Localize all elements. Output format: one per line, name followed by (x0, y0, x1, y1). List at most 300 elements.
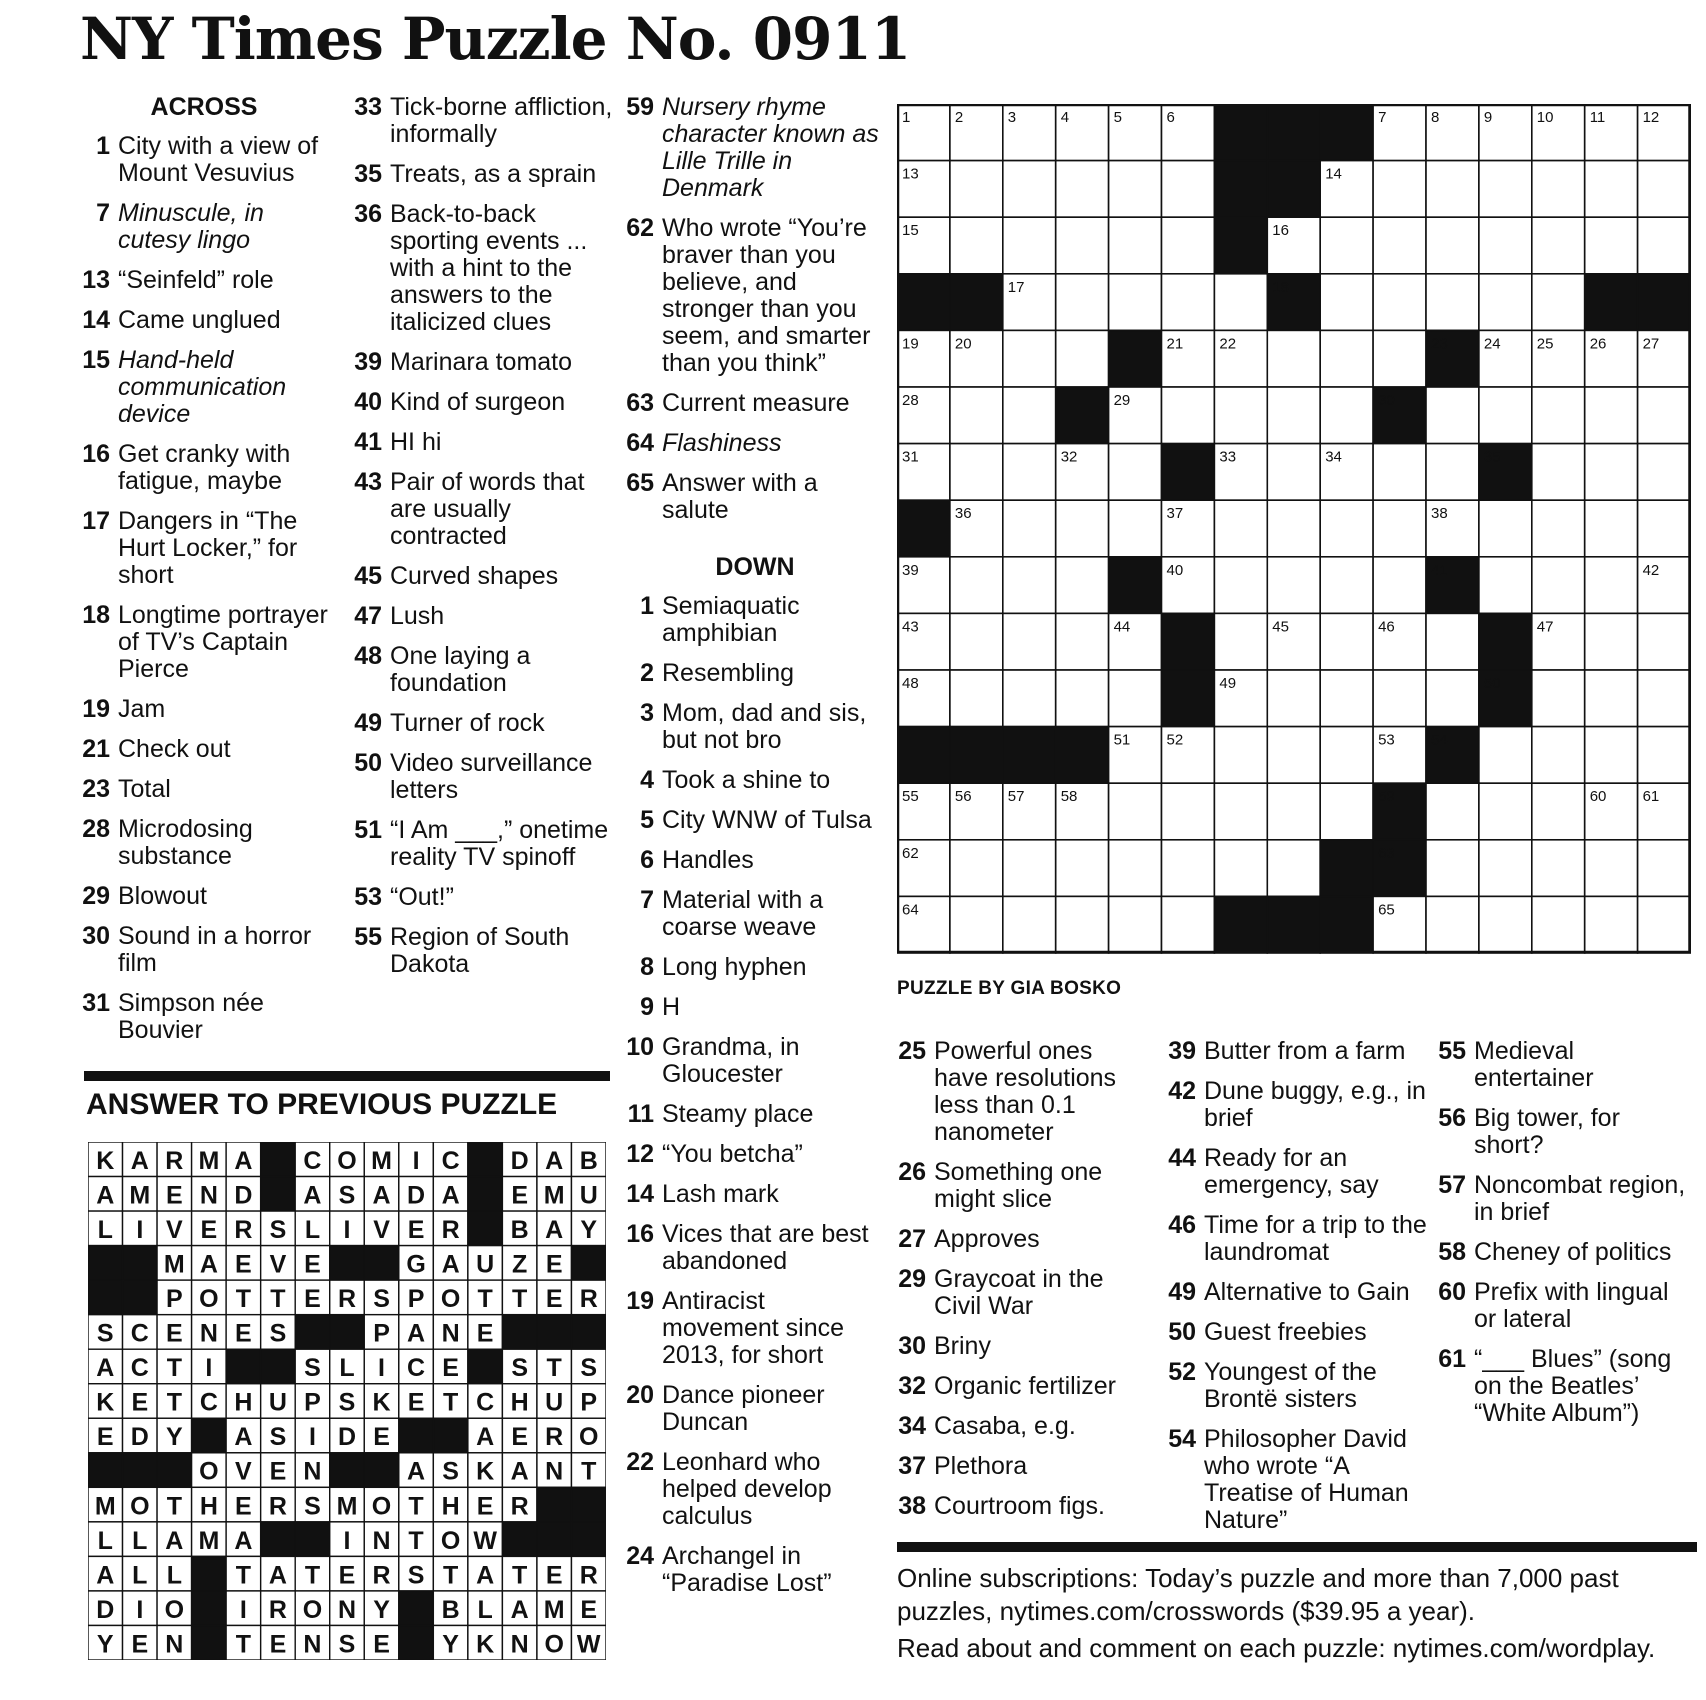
across-clue[interactable] (80, 441, 328, 495)
clue-text: Video surveillance letters (390, 749, 593, 804)
grid-cell[interactable] (1162, 783, 1215, 840)
across-clue[interactable] (352, 817, 614, 871)
across-clue[interactable] (352, 563, 614, 590)
grid-cell[interactable] (1056, 613, 1109, 670)
across-clue[interactable] (352, 643, 614, 697)
across-clue[interactable] (352, 94, 614, 148)
grid-cell[interactable] (1638, 896, 1691, 953)
black-square (226, 1349, 261, 1384)
grid-cell[interactable] (1426, 783, 1479, 840)
crossword-grid[interactable] (897, 104, 1691, 954)
cell-number: 23 (1431, 335, 1448, 353)
grid-cell[interactable] (1585, 387, 1638, 444)
grid-cell[interactable] (1585, 161, 1638, 218)
grid-cell[interactable] (1373, 500, 1426, 557)
down-clue[interactable] (1436, 1239, 1696, 1266)
answer-letter: I (308, 1423, 316, 1452)
down-clue[interactable] (896, 1038, 1152, 1146)
grid-cell[interactable] (1532, 387, 1585, 444)
grid-cell[interactable] (1267, 727, 1320, 784)
grid-cell[interactable] (1585, 896, 1638, 953)
clue-number: 64 (626, 429, 654, 457)
black-square (1320, 840, 1373, 897)
down-clue[interactable] (1166, 1319, 1428, 1346)
grid-cell[interactable] (1003, 840, 1056, 897)
clue-number: 8 (640, 953, 654, 981)
down-clue[interactable] (1436, 1038, 1696, 1092)
answer-letter: Y (373, 1595, 390, 1624)
grid-cell[interactable] (1373, 670, 1426, 727)
down-clue[interactable] (1166, 1078, 1428, 1132)
down-clue[interactable] (624, 767, 886, 794)
grid-cell[interactable] (1585, 727, 1638, 784)
answer-letter: I (205, 1354, 213, 1383)
grid-cell[interactable] (1532, 217, 1585, 274)
grid-cell[interactable] (1109, 500, 1162, 557)
grid-cell[interactable] (1003, 330, 1056, 387)
grid-cell[interactable] (1532, 274, 1585, 331)
answer-letter: E (338, 1561, 356, 1590)
across-clue[interactable] (80, 923, 328, 977)
answer-letter: R (337, 1285, 357, 1314)
grid-cell[interactable] (1426, 161, 1479, 218)
clue-text: Cheney of politics (1474, 1238, 1672, 1266)
down-clue[interactable] (1166, 1212, 1428, 1266)
clue-text: One laying a foundation (390, 642, 531, 697)
grid-cell[interactable] (1320, 274, 1373, 331)
grid-cell[interactable] (1214, 613, 1267, 670)
down-clue[interactable] (1436, 1279, 1696, 1333)
grid-cell[interactable] (1109, 274, 1162, 331)
grid-cell[interactable] (1056, 840, 1109, 897)
across-clue[interactable] (624, 430, 886, 457)
answer-letter: R (579, 1285, 598, 1314)
cell-number: 44 (1113, 618, 1131, 636)
grid-cell[interactable] (1426, 444, 1479, 501)
answer-letter: E (165, 1181, 183, 1210)
down-clue[interactable] (624, 1382, 886, 1436)
grid-cell[interactable] (1056, 557, 1109, 614)
clue-number: 41 (354, 428, 382, 456)
grid-cell[interactable] (1267, 330, 1320, 387)
grid-cell[interactable] (1003, 500, 1056, 557)
cell-number: 60 (1589, 788, 1607, 806)
black-square (88, 1453, 123, 1488)
down-clue[interactable] (896, 1493, 1152, 1520)
down-clue[interactable] (624, 954, 886, 981)
clue-number: 13 (82, 266, 110, 294)
answer-letter: T (235, 1561, 252, 1590)
down-clue[interactable] (624, 1181, 886, 1208)
down-clue[interactable] (624, 1449, 886, 1530)
answer-letter: U (579, 1181, 598, 1210)
grid-cell[interactable] (1056, 670, 1109, 727)
grid-cell[interactable] (1320, 670, 1373, 727)
grid-cell[interactable] (1109, 670, 1162, 727)
grid-cell[interactable] (1056, 500, 1109, 557)
down-clue[interactable] (624, 994, 886, 1021)
grid-cell[interactable] (1638, 444, 1691, 501)
answer-letter: S (442, 1457, 459, 1486)
grid-cell[interactable] (1426, 613, 1479, 670)
down-clue[interactable] (624, 700, 886, 754)
cell-number: 15 (902, 222, 919, 240)
across-clue[interactable] (80, 508, 328, 589)
grid-cell[interactable] (1585, 670, 1638, 727)
grid-cell[interactable] (1532, 670, 1585, 727)
grid-cell[interactable] (1162, 161, 1215, 218)
grid-cell[interactable] (1585, 444, 1638, 501)
answer-letter: W (576, 1630, 601, 1659)
grid-cell[interactable] (1267, 500, 1320, 557)
answer-letter: R (372, 1561, 391, 1590)
answer-letter: A (234, 1526, 253, 1555)
grid-cell[interactable] (1267, 387, 1320, 444)
answer-letter: V (269, 1250, 287, 1279)
grid-cell[interactable] (1214, 274, 1267, 331)
grid-cell[interactable] (1214, 783, 1267, 840)
grid-cell[interactable] (1056, 217, 1109, 274)
grid-cell[interactable] (1373, 217, 1426, 274)
across-clue[interactable] (80, 602, 328, 683)
down-clue[interactable] (1436, 1172, 1696, 1226)
grid-cell[interactable] (950, 387, 1003, 444)
grid-cell[interactable] (1532, 500, 1585, 557)
grid-cell[interactable] (1056, 896, 1109, 953)
grid-cell[interactable] (1638, 161, 1691, 218)
grid-cell[interactable] (1214, 840, 1267, 897)
grid-cell[interactable] (1003, 557, 1056, 614)
grid-cell[interactable] (1320, 387, 1373, 444)
answer-letter: T (166, 1492, 182, 1521)
black-square (157, 1453, 192, 1488)
answer-letter: D (234, 1181, 253, 1210)
grid-cell[interactable] (1056, 274, 1109, 331)
grid-cell[interactable] (1532, 161, 1585, 218)
grid-cell[interactable] (1003, 444, 1056, 501)
across-clue[interactable] (80, 696, 328, 723)
clue-text: Flashiness (662, 429, 782, 457)
answer-letter: O (544, 1630, 564, 1659)
grid-cell[interactable] (1320, 500, 1373, 557)
clue-number: 16 (82, 440, 110, 468)
black-square (364, 1246, 399, 1281)
clue-text: Get cranky with fatigue, maybe (118, 440, 291, 495)
down-clue[interactable] (624, 807, 886, 834)
grid-cell[interactable] (1267, 670, 1320, 727)
cell-number: 30 (1378, 392, 1395, 409)
grid-cell[interactable] (1267, 783, 1320, 840)
cell-number: 47 (1536, 618, 1554, 636)
grid-cell[interactable] (1638, 840, 1691, 897)
clue-number: 15 (82, 346, 110, 374)
across-clue[interactable] (80, 347, 328, 428)
grid-cell[interactable] (1109, 161, 1162, 218)
across-clue[interactable] (352, 924, 614, 978)
grid-cell[interactable] (1214, 387, 1267, 444)
answer-letter: A (165, 1526, 184, 1555)
grid-cell[interactable] (1479, 783, 1532, 840)
answer-letter: O (199, 1457, 219, 1486)
cell-number: 32 (1060, 448, 1078, 466)
grid-cell[interactable] (1426, 670, 1479, 727)
grid-cell[interactable] (1585, 557, 1638, 614)
clue-number: 51 (354, 816, 382, 844)
across-clue[interactable] (352, 710, 614, 737)
answer-letter: R (545, 1423, 564, 1452)
across-clue[interactable] (80, 990, 328, 1044)
across-clue[interactable] (624, 390, 886, 417)
grid-cell[interactable] (1532, 783, 1585, 840)
grid-cell[interactable] (1426, 274, 1479, 331)
grid-cell[interactable] (1162, 387, 1215, 444)
clue-text: Current measure (662, 389, 850, 417)
grid-cell[interactable] (1426, 840, 1479, 897)
across-clue[interactable] (80, 776, 328, 803)
grid-cell[interactable] (1003, 670, 1056, 727)
across-clue[interactable] (624, 215, 886, 377)
grid-cell[interactable] (1426, 217, 1479, 274)
grid-cell[interactable] (950, 670, 1003, 727)
grid-cell[interactable] (1638, 387, 1691, 444)
across-clue[interactable] (80, 883, 328, 910)
clue-number: 35 (354, 160, 382, 188)
grid-cell[interactable] (950, 161, 1003, 218)
grid-cell[interactable] (1479, 217, 1532, 274)
down-clue[interactable] (896, 1453, 1152, 1480)
grid-cell[interactable] (1267, 840, 1320, 897)
grid-cell[interactable] (1320, 783, 1373, 840)
grid-cell[interactable] (1320, 727, 1373, 784)
across-clue[interactable] (352, 201, 614, 336)
grid-cell[interactable] (1320, 557, 1373, 614)
grid-cell[interactable] (1373, 557, 1426, 614)
grid-cell[interactable] (1003, 161, 1056, 218)
across-clue[interactable] (624, 94, 886, 202)
down-clue[interactable] (1166, 1426, 1428, 1534)
grid-cell[interactable] (1003, 217, 1056, 274)
grid-cell[interactable] (1479, 557, 1532, 614)
grid-cell[interactable] (1479, 161, 1532, 218)
answer-letter: H (199, 1492, 218, 1521)
clue-text: Minuscule, in cutesy lingo (118, 199, 264, 254)
grid-cell[interactable] (1003, 896, 1056, 953)
down-clue[interactable] (624, 887, 886, 941)
grid-cell[interactable] (1320, 330, 1373, 387)
black-square (192, 1625, 227, 1660)
grid-cell[interactable] (1585, 613, 1638, 670)
down-clue[interactable] (896, 1373, 1152, 1400)
grid-cell[interactable] (1426, 896, 1479, 953)
grid-cell[interactable] (1056, 330, 1109, 387)
across-clue[interactable] (352, 750, 614, 804)
answer-letter: N (165, 1630, 184, 1659)
down-clue[interactable] (624, 1221, 886, 1275)
down-clue[interactable] (624, 1034, 886, 1088)
grid-cell[interactable] (1162, 217, 1215, 274)
grid-cell[interactable] (1479, 896, 1532, 953)
grid-cell[interactable] (1056, 161, 1109, 218)
grid-cell[interactable] (1267, 557, 1320, 614)
clue-text: Dune buggy, e.g., in brief (1204, 1077, 1426, 1132)
grid-cell[interactable] (1003, 387, 1056, 444)
down-clue[interactable] (1166, 1279, 1428, 1306)
grid-cell[interactable] (1479, 840, 1532, 897)
clue-number: 48 (354, 642, 382, 670)
clue-number: 28 (82, 815, 110, 843)
page-title: NY Times Puzzle No. 0911 (80, 5, 911, 73)
grid-cell[interactable] (1109, 896, 1162, 953)
grid-cell[interactable] (1162, 274, 1215, 331)
across-clue[interactable] (352, 884, 614, 911)
answer-letter: E (442, 1354, 459, 1383)
answer-letter: O (130, 1492, 150, 1521)
grid-cell[interactable] (950, 217, 1003, 274)
down-clue[interactable] (624, 1288, 886, 1369)
grid-cell[interactable] (950, 896, 1003, 953)
answer-letter: M (371, 1146, 392, 1175)
grid-cell[interactable] (1638, 217, 1691, 274)
down-clue[interactable] (1166, 1359, 1428, 1413)
grid-cell[interactable] (1532, 727, 1585, 784)
clue-text: Organic fertilizer (934, 1372, 1116, 1400)
across-clue[interactable] (352, 161, 614, 188)
grid-cell[interactable] (950, 613, 1003, 670)
clue-number: 42 (1168, 1077, 1196, 1105)
grid-cell[interactable] (1585, 840, 1638, 897)
grid-cell[interactable] (1003, 613, 1056, 670)
answer-letter: A (96, 1181, 115, 1210)
across-clue[interactable] (80, 307, 328, 334)
grid-cell[interactable] (1426, 387, 1479, 444)
grid-cell[interactable] (1373, 161, 1426, 218)
across-clue[interactable] (352, 349, 614, 376)
subscription-footer (897, 1562, 1655, 1665)
grid-cell[interactable] (1214, 557, 1267, 614)
grid-cell[interactable] (1479, 727, 1532, 784)
down-clue[interactable] (896, 1266, 1152, 1320)
grid-cell[interactable] (1214, 500, 1267, 557)
across-clue[interactable] (80, 133, 328, 187)
grid-cell[interactable] (1585, 500, 1638, 557)
cell-number: 62 (902, 844, 919, 862)
grid-cell[interactable] (1532, 444, 1585, 501)
grid-cell[interactable] (1320, 613, 1373, 670)
down-clue[interactable] (624, 1141, 886, 1168)
down-clue[interactable] (624, 660, 886, 687)
cell-number: 7 (1378, 109, 1387, 126)
grid-cell[interactable] (1320, 217, 1373, 274)
grid-cell[interactable] (1479, 500, 1532, 557)
answer-letter: T (512, 1561, 528, 1590)
down-clue[interactable] (624, 593, 886, 647)
down-clue[interactable] (1166, 1145, 1428, 1199)
down-clue[interactable] (624, 847, 886, 874)
grid-cell[interactable] (1638, 613, 1691, 670)
footer-line: Read about and comment on each puzzle: nytimes.com/wordplay. (897, 1633, 1656, 1663)
across-clue[interactable] (80, 200, 328, 254)
down-clue[interactable] (896, 1333, 1152, 1360)
down-clue[interactable] (896, 1226, 1152, 1253)
clue-text: Simpson née Bouvier (118, 989, 264, 1044)
answer-letter: M (543, 1181, 565, 1210)
across-clue[interactable] (624, 470, 886, 524)
grid-cell[interactable] (1638, 500, 1691, 557)
cell-number: 2 (954, 109, 964, 126)
answer-letter: L (132, 1526, 148, 1555)
black-square (468, 1211, 503, 1246)
grid-cell[interactable] (950, 557, 1003, 614)
clue-text: Medieval entertainer (1474, 1037, 1594, 1092)
grid-cell[interactable] (1532, 557, 1585, 614)
grid-cell[interactable] (1373, 444, 1426, 501)
cell-number: 52 (1166, 731, 1184, 749)
grid-cell[interactable] (1532, 896, 1585, 953)
cell-number: 9 (1483, 109, 1493, 126)
grid-cell[interactable] (950, 444, 1003, 501)
grid-cell[interactable] (1162, 896, 1215, 953)
grid-cell[interactable] (1109, 217, 1162, 274)
down-clue[interactable] (1436, 1105, 1696, 1159)
clue-text: Powerful ones have resolutions less than 0.1 nanometer (934, 1037, 1117, 1146)
across-clue[interactable] (80, 736, 328, 763)
down-clue[interactable] (896, 1159, 1152, 1213)
clue-text: Resembling (662, 659, 795, 687)
across-clue[interactable] (80, 816, 328, 870)
grid-cell[interactable] (1479, 387, 1532, 444)
answer-letter: E (511, 1181, 529, 1210)
answer-letter: K (372, 1388, 391, 1417)
cell-number: 5 (1113, 109, 1122, 126)
clue-number: 12 (626, 1140, 654, 1168)
grid-cell[interactable] (950, 840, 1003, 897)
grid-cell[interactable] (1162, 840, 1215, 897)
grid-cell[interactable] (1267, 444, 1320, 501)
down-clue[interactable] (624, 1543, 886, 1597)
across-clue[interactable] (352, 469, 614, 550)
down-clue[interactable] (1436, 1346, 1696, 1427)
grid-cell[interactable] (1214, 727, 1267, 784)
clue-number: 24 (626, 1542, 654, 1570)
grid-cell[interactable] (1109, 444, 1162, 501)
grid-cell[interactable] (1373, 330, 1426, 387)
down-clue[interactable] (1166, 1038, 1428, 1065)
grid-cell[interactable] (1109, 783, 1162, 840)
across-clue[interactable] (352, 389, 614, 416)
down-clue[interactable] (624, 1101, 886, 1128)
across-clue[interactable] (352, 429, 614, 456)
answer-letter: M (198, 1526, 220, 1555)
down-clue[interactable] (896, 1413, 1152, 1440)
clue-text: Curved shapes (390, 562, 559, 590)
cell-number: 25 (1536, 335, 1554, 353)
grid-cell[interactable] (1373, 274, 1426, 331)
grid-cell[interactable] (1638, 727, 1691, 784)
black-square (123, 1280, 158, 1315)
across-clue[interactable] (352, 603, 614, 630)
grid-cell[interactable] (1479, 274, 1532, 331)
grid-cell[interactable] (1532, 840, 1585, 897)
grid-cell[interactable] (1585, 217, 1638, 274)
cell-number: 58 (1060, 788, 1078, 806)
clue-number: 21 (82, 735, 110, 763)
across-clue[interactable] (80, 267, 328, 294)
clue-number: 10 (626, 1033, 654, 1061)
grid-cell[interactable] (1638, 670, 1691, 727)
answer-letter: R (165, 1146, 184, 1175)
answer-letter: M (543, 1595, 565, 1624)
grid-cell[interactable] (1109, 840, 1162, 897)
